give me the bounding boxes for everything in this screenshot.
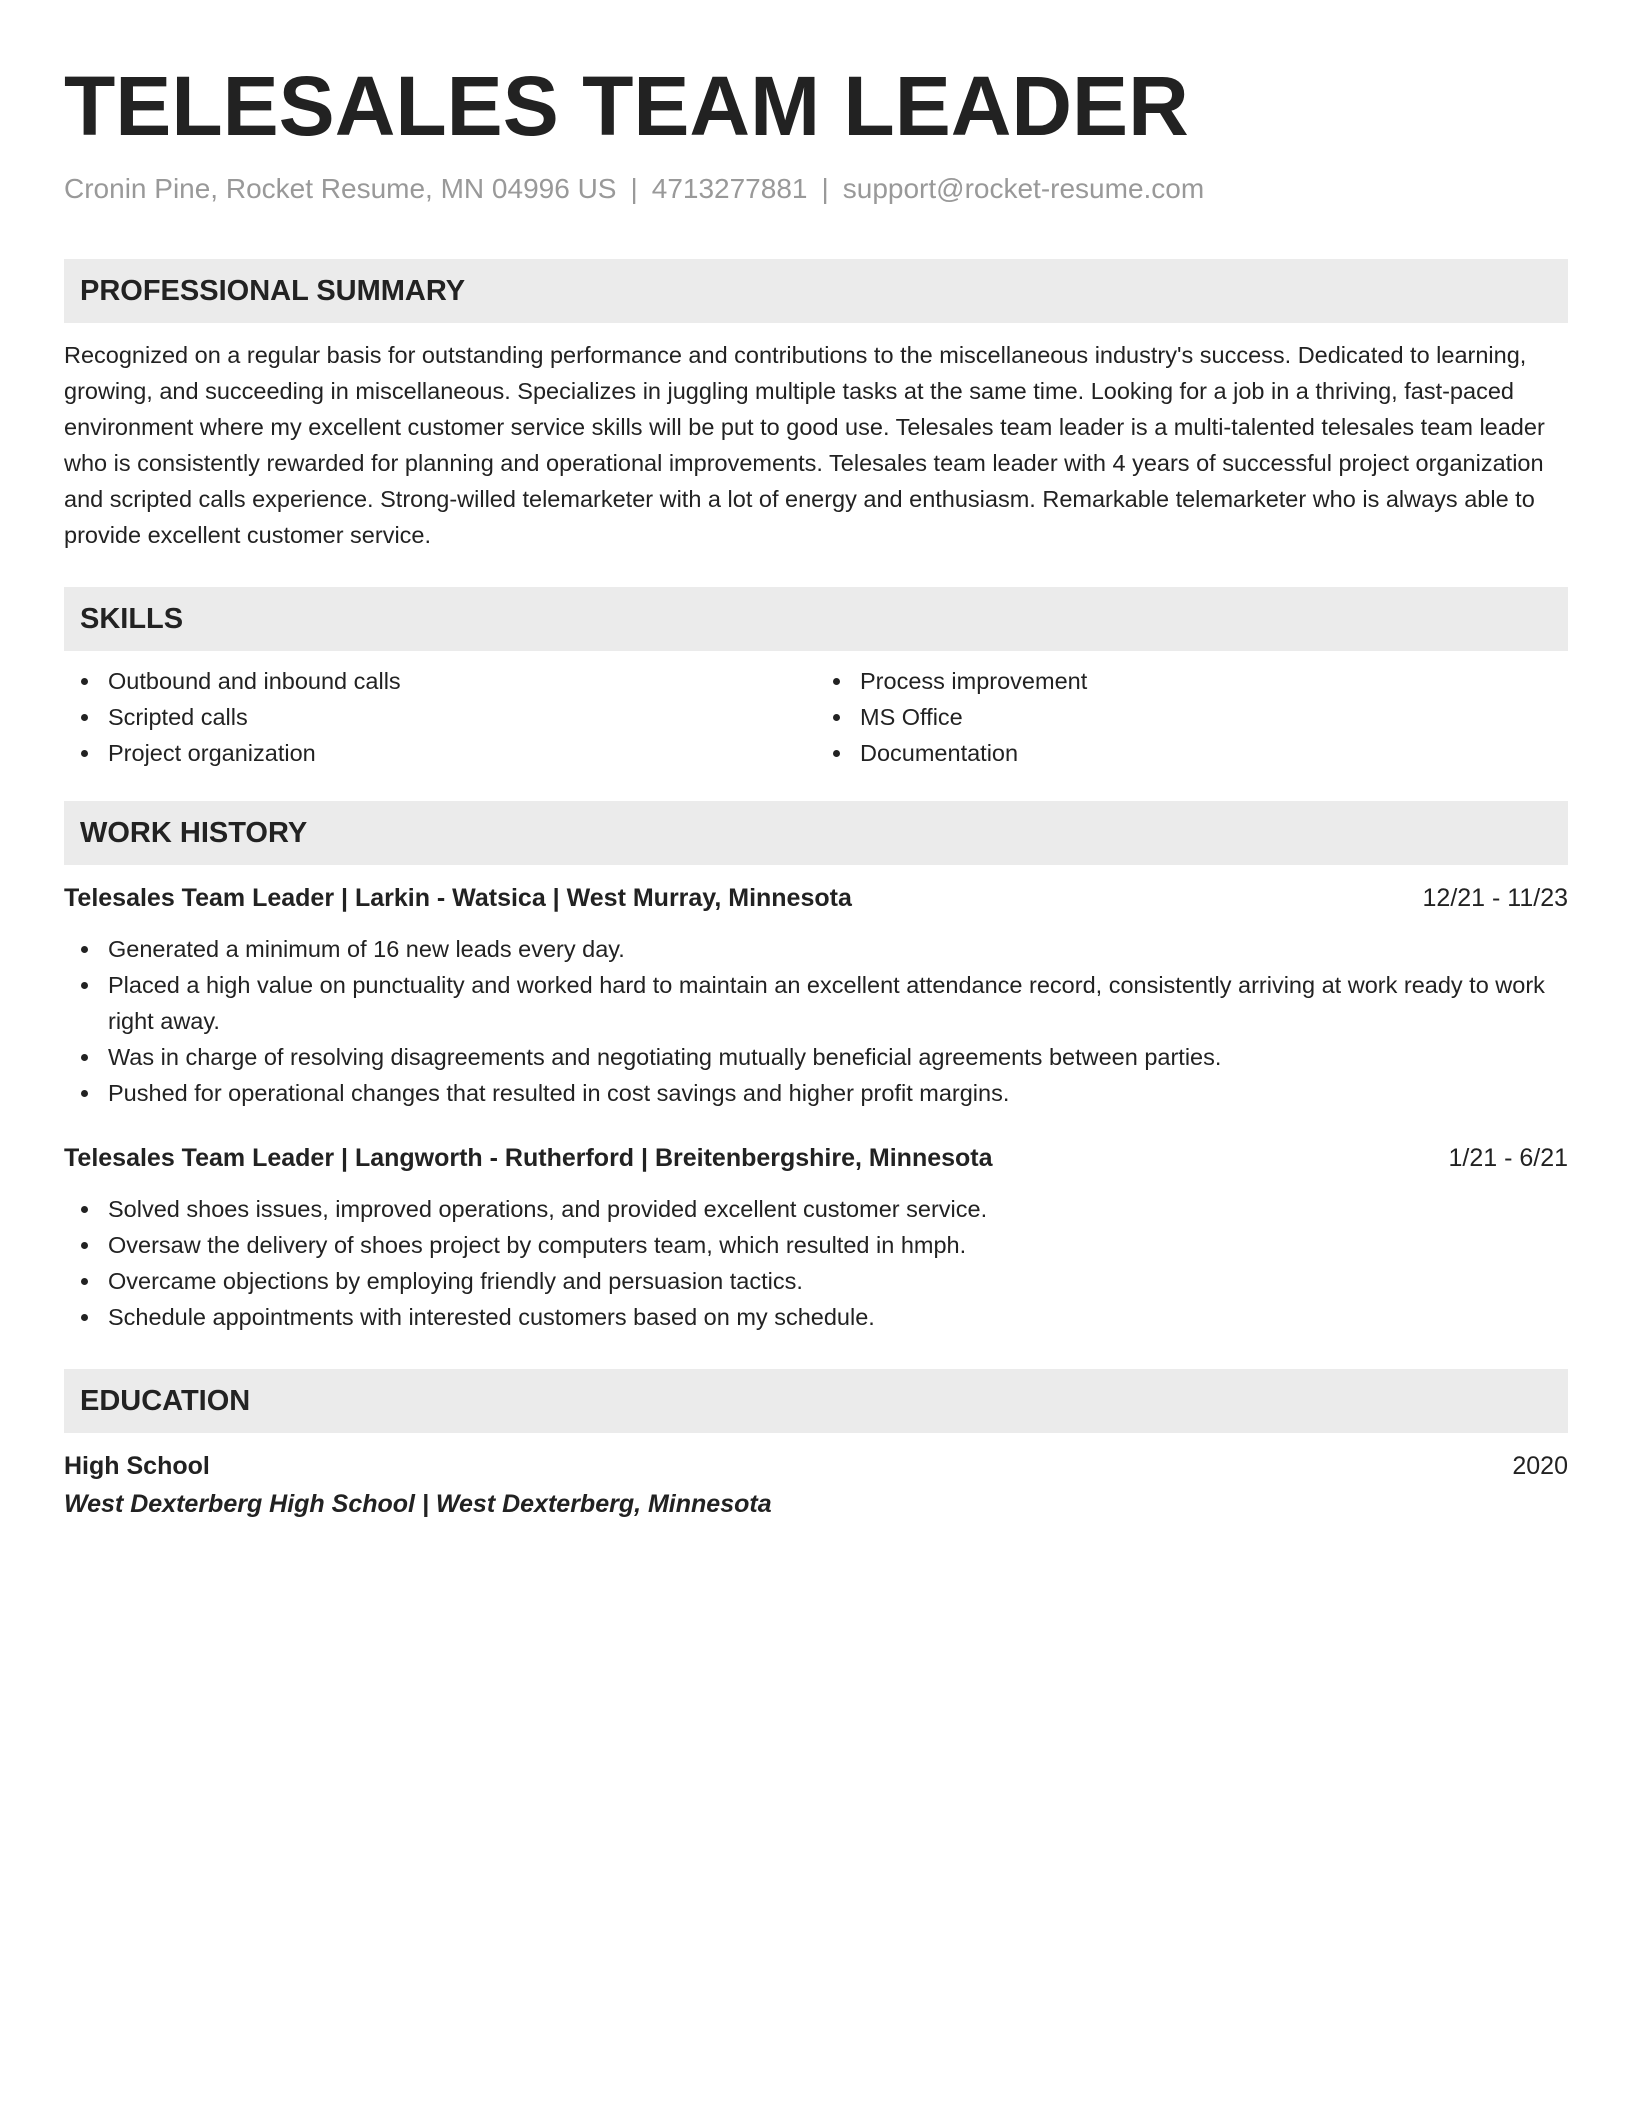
education-year: 2020	[1512, 1452, 1568, 1480]
skills-list	[64, 663, 1568, 771]
job-header	[64, 881, 1568, 915]
job-bullets	[64, 1191, 1568, 1335]
job-dates: 12/21 - 11/23	[1422, 884, 1568, 912]
job-bullet: Overcame objections by employing friendly and persuasion tactics.	[64, 1263, 1568, 1299]
job-title: Telesales Team Leader | Langworth - Rutherford | Breitenbergshire, Minnesota	[64, 1144, 993, 1172]
section-heading-work: WORK HISTORY	[64, 801, 1568, 865]
skills-column-left	[64, 663, 816, 771]
job-bullet: Schedule appointments with interested customers based on my schedule.	[64, 1299, 1568, 1335]
job-header	[64, 1141, 1568, 1175]
contact-line	[64, 172, 1568, 206]
contact-separator: |	[821, 173, 829, 204]
job-title: Telesales Team Leader | Larkin - Watsica | West Murray, Minnesota	[64, 884, 852, 912]
contact-email: support@rocket-resume.com	[842, 173, 1205, 204]
section-heading-education: EDUCATION	[64, 1369, 1568, 1433]
section-heading-summary: PROFESSIONAL SUMMARY	[64, 259, 1568, 323]
skills-column-right	[816, 663, 1568, 771]
resume-title: TELESALES TEAM LEADER	[64, 59, 1189, 153]
education-entry	[64, 1449, 1568, 1521]
job-bullet: Was in charge of resolving disagreements and negotiating mutually beneficial agreements between parties.	[64, 1039, 1568, 1075]
job-entry	[64, 1141, 1568, 1335]
summary-text: Recognized on a regular basis for outstanding performance and contributions to the miscellaneous industry's success. Dedicated to learning, growing, and succeeding in miscellaneous. Specializes in juggling multiple tasks at the same time. Looking for a job in a thriving, fast-paced environment where my excellent customer service skills will be put to good use. Telesales team leader is a multi-talented telesales team leader who is consistently rewarded for planning and operational improvements. Telesales team leader with 4 years of successful project organization and scripted calls experience. Strong-willed telemarketer with a lot of energy and enthusiasm. Remarkable telemarketer who is always able to provide excellent customer service.	[64, 342, 1545, 548]
education-degree: High School	[64, 1452, 210, 1480]
job-bullets	[64, 931, 1568, 1111]
skill-item: Outbound and inbound calls	[64, 663, 816, 699]
education-school: West Dexterberg High School | West Dexterberg, Minnesota	[64, 1490, 772, 1518]
job-bullet: Generated a minimum of 16 new leads every day.	[64, 931, 1568, 967]
contact-phone: 4713277881	[651, 173, 808, 204]
job-bullet: Placed a high value on punctuality and worked hard to maintain an excellent attendance record, consistently arriving at work ready to work right away.	[64, 967, 1568, 1039]
skill-item: Project organization	[64, 735, 816, 771]
skill-item: Scripted calls	[64, 699, 816, 735]
skill-item: Process improvement	[816, 663, 1568, 699]
education-header	[64, 1449, 1568, 1483]
skill-item: Documentation	[816, 735, 1568, 771]
contact-separator: |	[630, 173, 638, 204]
job-entry	[64, 881, 1568, 1111]
job-bullet: Solved shoes issues, improved operations, and provided excellent customer service.	[64, 1191, 1568, 1227]
section-heading-skills: SKILLS	[64, 587, 1568, 651]
contact-address: Cronin Pine, Rocket Resume, MN 04996 US	[64, 173, 617, 204]
job-bullet: Oversaw the delivery of shoes project by computers team, which resulted in hmph.	[64, 1227, 1568, 1263]
job-bullet: Pushed for operational changes that resulted in cost savings and higher profit margins.	[64, 1075, 1568, 1111]
skill-item: MS Office	[816, 699, 1568, 735]
job-dates: 1/21 - 6/21	[1448, 1144, 1568, 1172]
